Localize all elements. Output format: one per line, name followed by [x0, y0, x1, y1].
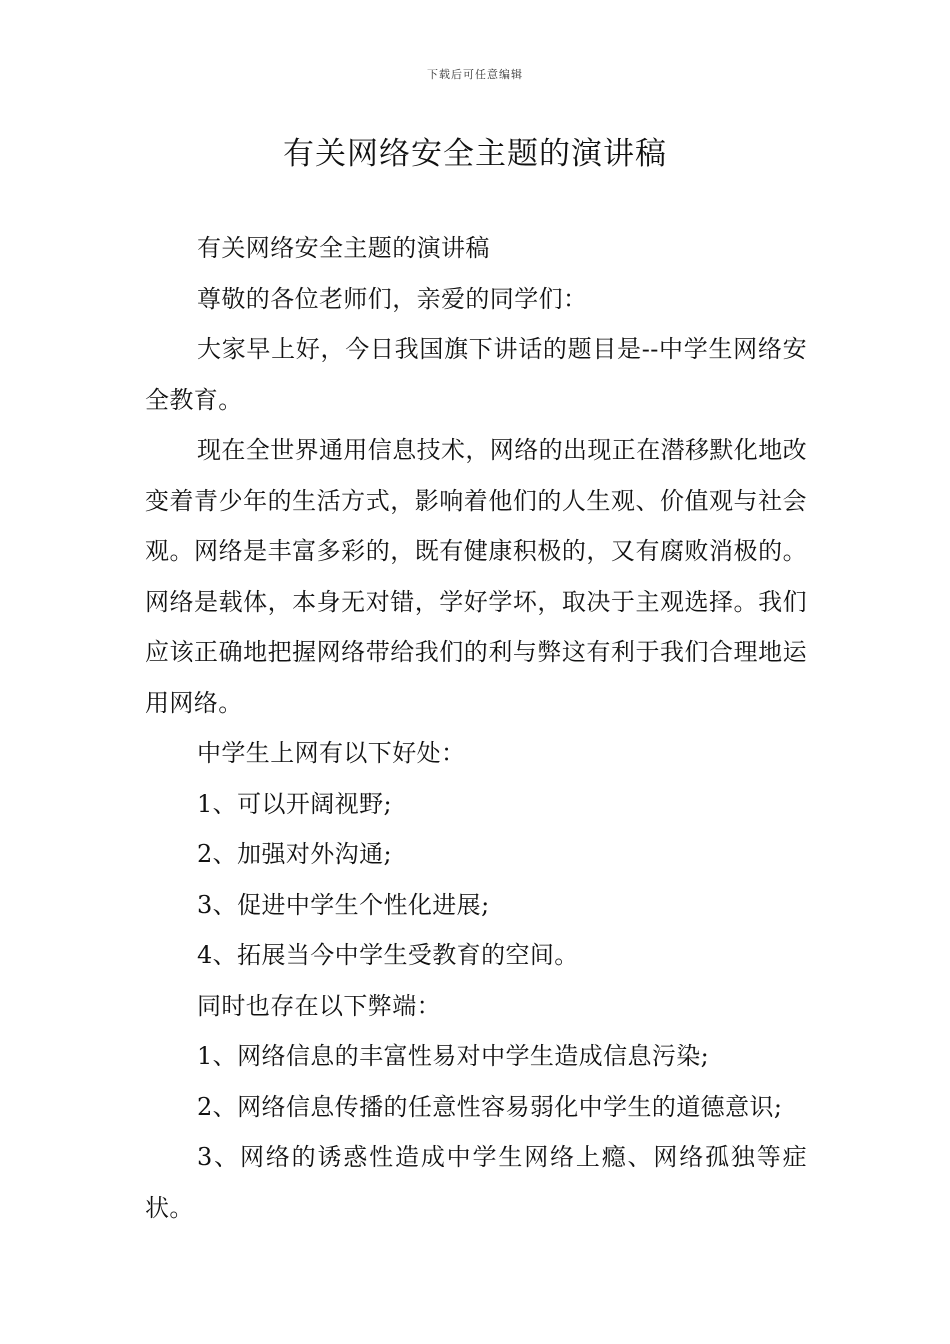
paragraph-benefits-heading: 中学生上网有以下好处：: [197, 739, 466, 767]
list-item-benefit-2: 2、加强对外沟通;: [197, 840, 392, 868]
list-item-benefit-4: 4、拓展当今中学生受教育的空间。: [197, 941, 579, 969]
list-item-benefit-3: 3、促进中学生个性化进展;: [197, 890, 490, 919]
list-item-drawback-2: 2、网络信息传播的任意性容易弱化中学生的道德意识;: [197, 1092, 783, 1121]
list-item-drawback-3: 3、网络的诱惑性造成中学生网络上瘾、网络孤独等症状。: [145, 1143, 807, 1222]
document-body: [145, 223, 807, 1233]
paragraph-salutation: 尊敬的各位老师们，亲爱的同学们：: [197, 284, 588, 313]
document-title: 有关网络安全主题的演讲稿: [283, 136, 667, 172]
paragraph-greeting: 大家早上好，今日我国旗下讲话的题目是--中学生网络安全教育。: [145, 335, 807, 414]
header-note: 下载后可任意编辑: [427, 68, 523, 81]
paragraph-intro: 现在全世界通用信息技术，网络的出现正在潜移默化地改变着青少年的生活方式，影响着他们的人生观、价值观与社会观。网络是丰富多彩的，既有健康积极的，又有腐败消极的。网络是载体，本身无对错，学好学坏，取决于主观选择。我们应该正确地把握网络带给我们的利与弊这有利于我们合理地运用网络。: [145, 436, 807, 717]
list-item-benefit-1: 1、可以开阔视野;: [197, 789, 392, 818]
paragraph-drawbacks-heading: 同时也存在以下弊端：: [197, 991, 441, 1020]
paragraph-subtitle: 有关网络安全主题的演讲稿: [197, 234, 490, 262]
list-item-drawback-1: 1、网络信息的丰富性易对中学生造成信息污染;: [197, 1042, 710, 1070]
